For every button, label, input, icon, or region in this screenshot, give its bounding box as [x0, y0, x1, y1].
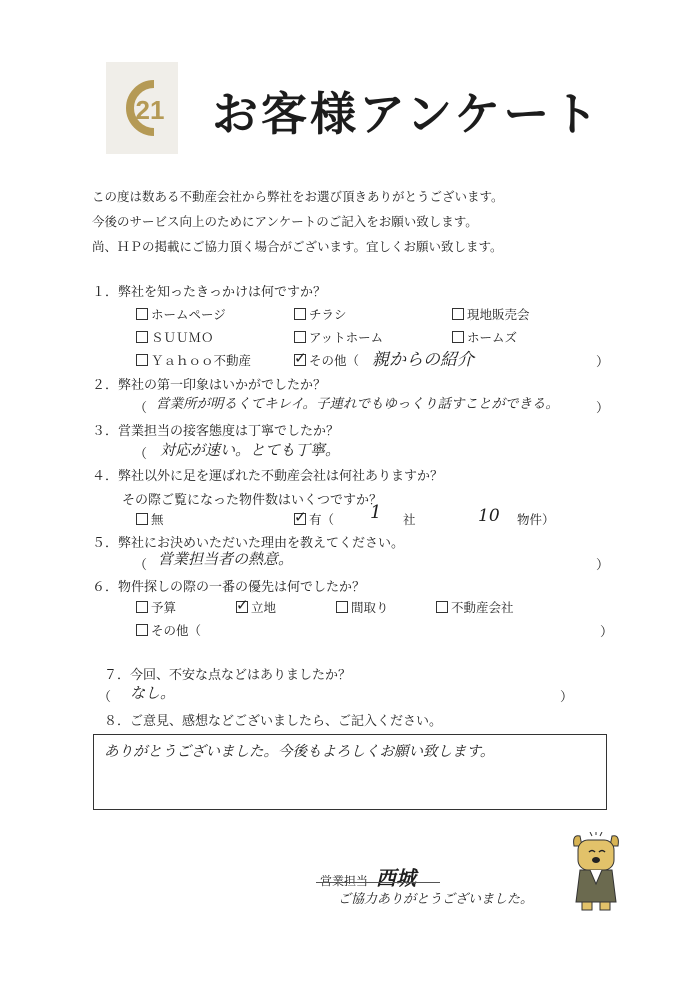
checkbox[interactable]	[136, 354, 148, 366]
intro-line-1: この度は数ある不動産会社から弊社をお選び頂きありがとうございます。	[92, 189, 504, 204]
q5-answer[interactable]: 営業担当者の熱意。	[158, 550, 294, 568]
intro-line-3: 尚、ＨＰの掲載にご協力頂く場合がございます。宜しくお願い致します。	[92, 239, 503, 254]
q6-option-budget[interactable]: 予算	[136, 598, 176, 616]
staff-signature	[320, 862, 416, 891]
open-paren: （	[134, 447, 148, 462]
q7-question: ７．今回、不安な点などはありましたか？	[104, 668, 352, 683]
q4-unit-properties: 物件）	[517, 512, 555, 527]
checkmark-icon: ✓	[294, 508, 307, 526]
staff-name: 西城	[375, 866, 416, 890]
checkbox-checked[interactable]	[236, 596, 249, 614]
close-paren: ）	[596, 401, 610, 416]
checkbox-checked[interactable]	[294, 508, 307, 526]
intro-line-2: 今後のサービス向上のためにアンケートのご記入をお願い致します。	[92, 214, 478, 229]
q4-subquestion: その際ご覧になった物件数はいくつですか？	[122, 493, 383, 508]
q4-question: ４．弊社以外に足を運ばれた不動産会社は何社ありますか？	[92, 469, 444, 484]
century21-logo	[106, 62, 178, 154]
q6-question: ６．物件探しの際の一番の優先は何でしたか？	[92, 580, 366, 595]
checkmark-icon: ✓	[236, 596, 249, 614]
checkbox[interactable]	[436, 601, 448, 613]
q1-option-suumo[interactable]: ＳＵＵＭＯ	[136, 328, 214, 346]
checkbox-checked[interactable]	[294, 349, 307, 367]
q2-question: ２．弊社の第一印象はいかがでしたか？	[92, 378, 327, 393]
signature-underline	[316, 882, 440, 883]
q1-question: １．弊社を知ったきっかけは何ですか？	[92, 285, 327, 300]
q4-property-count[interactable]: 10	[478, 506, 500, 526]
q1-option-other[interactable]: ✓ その他（	[294, 349, 360, 368]
q4-option-none[interactable]: 無	[136, 510, 164, 528]
q3-answer[interactable]: 対応が速い。とても丁寧。	[160, 441, 341, 459]
close-paren: ）	[560, 690, 574, 705]
q2-answer[interactable]: 営業所が明るくてキレイ。子連れでもゆっくり話すことができる。	[156, 396, 559, 412]
checkbox[interactable]	[136, 308, 148, 320]
q6-option-location[interactable]: ✓ 立地	[236, 596, 277, 615]
open-paren: （	[134, 558, 148, 573]
thanks-message: ご協力ありがとうございました。	[338, 892, 534, 907]
q4-option-yes[interactable]: ✓ 有（	[294, 508, 335, 527]
checkbox[interactable]	[136, 601, 148, 613]
q4-unit-companies: 社	[403, 512, 416, 527]
q1-option-open-house[interactable]: 現地販売会	[452, 305, 530, 323]
q1-option-yahoo[interactable]: Ｙａｈｏｏ不動産	[136, 351, 251, 369]
q5-question: ５．弊社にお決めいただいた理由を教えてください。	[92, 536, 405, 551]
dog-mascot-icon	[566, 832, 626, 912]
checkbox[interactable]	[336, 601, 348, 613]
open-paren: （	[98, 690, 112, 705]
checkbox[interactable]	[452, 308, 464, 320]
checkbox[interactable]	[294, 331, 306, 343]
close-paren: ）	[596, 558, 610, 573]
q3-question: ３．営業担当の接客態度は丁寧でしたか？	[92, 424, 340, 439]
checkmark-icon: ✓	[294, 349, 307, 367]
logo-mark-icon	[106, 62, 178, 154]
q6-option-company[interactable]: 不動産会社	[436, 598, 514, 616]
q1-option-homes[interactable]: ホームズ	[452, 328, 517, 346]
checkbox[interactable]	[136, 331, 148, 343]
staff-label: 営業担当	[320, 874, 369, 888]
q8-question: ８．ご意見、感想などございましたら、ご記入ください。	[104, 714, 443, 729]
checkbox[interactable]	[136, 513, 148, 525]
q1-option-athome[interactable]: アットホーム	[294, 328, 383, 346]
checkbox[interactable]	[294, 308, 306, 320]
open-paren: （	[134, 401, 148, 416]
q8-answer[interactable]: ありがとうございました。今後もよろしくお願い致します。	[104, 744, 495, 760]
page-title: お客様アンケート	[212, 87, 602, 141]
close-paren: ）	[600, 625, 614, 640]
q7-answer[interactable]: なし。	[130, 684, 176, 702]
q6-option-layout[interactable]: 間取り	[336, 598, 389, 616]
q1-other-answer[interactable]: 親からの紹介	[372, 350, 474, 370]
q1-option-flyer[interactable]: チラシ	[294, 305, 347, 323]
close-paren: ）	[596, 355, 610, 370]
q4-company-count[interactable]: 1	[370, 502, 382, 523]
checkbox[interactable]	[452, 331, 464, 343]
logo-text: 21	[135, 95, 165, 125]
q1-option-homepage[interactable]: ホームページ	[136, 305, 226, 323]
checkbox[interactable]	[136, 624, 148, 636]
q6-option-other[interactable]: その他（	[136, 621, 201, 639]
